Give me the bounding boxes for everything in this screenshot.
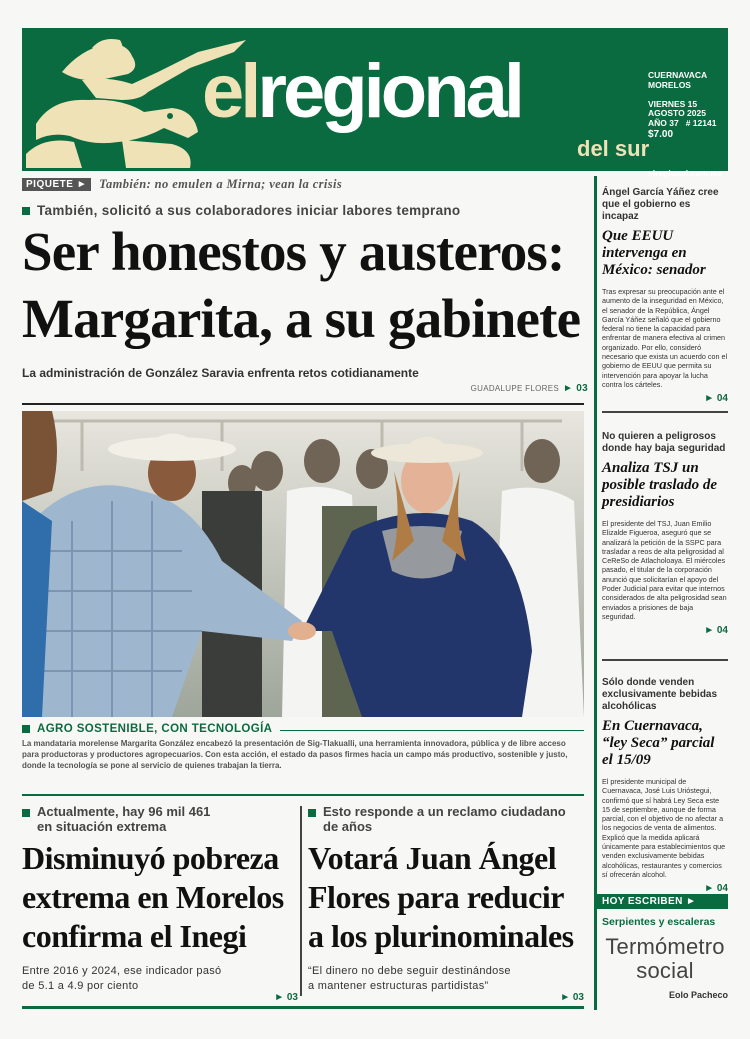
divider <box>602 659 728 661</box>
sidebar-body: El presidente municipal de Cuernavaca, José Luis Urióstegui, confirmó que sí habrá Ley Seca este 15 de septiembre, aunque de forma parcial, con el objetivo de no afectar a los negocios de venta de alimentos. Explicó que la medida aplicará únicamente para establecimientos que venden exclusivamente bebidas alcohólicas, restaurantes y comercios sí ofrecerán alcohol. <box>602 777 726 879</box>
photo-caption: La mandataria morelense Margarita González encabezó la presentación de Sig-Tlakualli, una herramienta innovadora, pública y de libre acceso para productoras y productores agropecuarios. Con esta acción, el estado da pasos firmes hacia un campo más productivo, sostenible y justo, donde la tecnología se pone al servicio de quienes trabajan la tierra. <box>22 739 568 770</box>
story-plurinominales[interactable] <box>308 804 584 1003</box>
column-serpientes[interactable]: Serpientes y escaleras <box>602 916 716 928</box>
column-termometro[interactable]: Termómetro social <box>605 934 725 983</box>
divider <box>22 794 584 796</box>
square-bullet-icon <box>22 725 30 733</box>
sidebar-headline: En Cuernavaca, “ley Seca” parcial el 15/09 <box>602 718 715 768</box>
lead-headline[interactable] <box>22 218 590 352</box>
square-bullet-icon <box>22 809 30 817</box>
masthead-city: CUERNAVACA <box>648 70 708 80</box>
story-kicker: Actualmente, hay 96 mil 461 en situación extrema <box>22 804 298 834</box>
masthead-state: MORELOS <box>648 79 691 90</box>
piquete-text: También: no emulen a Mirna; vean la crisis <box>99 177 343 191</box>
masthead-title-regional: regional <box>257 49 522 134</box>
sidebar-body: Tras expresar su preocupación ante el aumento de la inseguridad en México, el senador de la República, Ángel García Yáñez señaló que el gobierno federal no tiene la capacidad para enfrentar de manera efectiva al crimen organizado. Por ello, consideró necesario que exista un acuerdo con el gobierno de EEUU que permita su intervención para apoyar la lucha contra los cárteles. <box>602 287 728 389</box>
divider <box>22 403 584 405</box>
sidebar-kicker: Sólo donde venden exclusivamente bebidas alcohólicas <box>602 677 718 712</box>
masthead-year: AÑO 37 <box>648 118 679 129</box>
hoy-escriben-banner: HOY ESCRIBEN ► <box>597 894 728 909</box>
sidebar-page-ref[interactable]: ► 04 <box>704 393 728 405</box>
masthead <box>22 28 728 178</box>
sidebar-kicker: No quieren a peligrosos donde hay baja seguridad <box>602 431 726 454</box>
masthead-url[interactable]: elregional.com.mx <box>648 168 723 178</box>
lead-photo[interactable] <box>22 411 584 717</box>
masthead-price: $7.00 <box>648 128 674 140</box>
lead-kicker: También, solicitó a sus colaboradores iniciar labores temprano <box>22 203 460 218</box>
sidebar-story-tsj[interactable] <box>602 431 728 636</box>
sidebar-rule <box>594 176 597 1010</box>
story-kicker: Esto responde a un reclamo ciudadano de años <box>308 804 584 834</box>
play-icon: ► <box>76 179 88 190</box>
columnist-name: Eolo Pacheco <box>668 990 728 1000</box>
sidebar-page-ref[interactable]: ► 04 <box>704 625 728 637</box>
divider <box>300 806 302 996</box>
masthead-subtitle: del sur <box>577 136 650 161</box>
photo-handshake-illustration <box>22 411 584 717</box>
square-bullet-icon <box>22 207 30 215</box>
story-page-ref[interactable]: ► 03 <box>560 992 584 1003</box>
masthead-issue: # 12141 <box>685 118 717 129</box>
story-pobreza[interactable] <box>22 804 298 1003</box>
masthead-day: VIERNES 15 <box>648 98 698 109</box>
story-deck: Entre 2016 y 2024, ese indicador pasó de 5.1 a 4.9 por ciento <box>22 965 222 992</box>
lead-byline: GUADALUPE FLORES ► 03 <box>470 383 588 394</box>
masthead-date: AGOSTO 2025 <box>648 108 706 119</box>
divider <box>602 411 728 413</box>
divider <box>22 1006 584 1009</box>
sidebar-headline: Que EEUU intervenga en México: senador <box>602 228 706 278</box>
sidebar-story-ley-seca[interactable] <box>602 677 728 894</box>
lead-headline-line1: Ser honestos y austeros: <box>22 221 565 282</box>
lead-deck: La administración de González Saravia enfrenta retos cotidianamente <box>22 366 419 380</box>
masthead-info <box>648 70 726 178</box>
sidebar-kicker: Ángel García Yáñez cree que el gobierno es incapaz <box>602 187 719 222</box>
story-headline: Votará Juan Ángel Flores para reducir a los plurinominales <box>308 840 574 954</box>
story-headline: Disminuyó pobreza extrema en Morelos confirma el Inegi <box>22 840 284 954</box>
story-deck: “El dinero no debe seguir destinándose a mantener estructuras partidistas” <box>308 965 511 992</box>
lead-headline-line2: Margarita, a su gabinete <box>22 288 581 349</box>
sidebar-headline: Analiza TSJ un posible traslado de presidiarios <box>602 460 717 510</box>
masthead-title[interactable] <box>202 49 522 134</box>
sidebar-page-ref[interactable]: ► 04 <box>704 883 728 895</box>
masthead-title-el: el <box>202 49 258 134</box>
piquete-bar[interactable] <box>22 177 342 192</box>
piquete-tag: PIQUETE ► <box>22 178 91 191</box>
lead-page-ref[interactable]: ► 03 <box>562 383 588 394</box>
sidebar-body: El presidente del TSJ, Juan Emilio Elizalde Figueroa, aseguró que se analizará la petición de la SSPC para trasladar a reos de alta peligrosidad al CeReSo de Atlacholoaya. El miércoles pasado, el titular de la corporación anunció que solicitarían el apoyo del Poder Judicial para evitar que internos considerados de alta peligrosidad sean enviados a prisiones de baja seguridad. <box>602 519 727 621</box>
play-icon: ► <box>685 896 697 907</box>
square-bullet-icon <box>308 809 316 817</box>
sidebar-story-eeuu[interactable] <box>602 187 728 404</box>
photo-caption-head: AGRO SOSTENIBLE, CON TECNOLOGÍA <box>22 723 272 735</box>
story-page-ref[interactable]: ► 03 <box>274 992 298 1003</box>
